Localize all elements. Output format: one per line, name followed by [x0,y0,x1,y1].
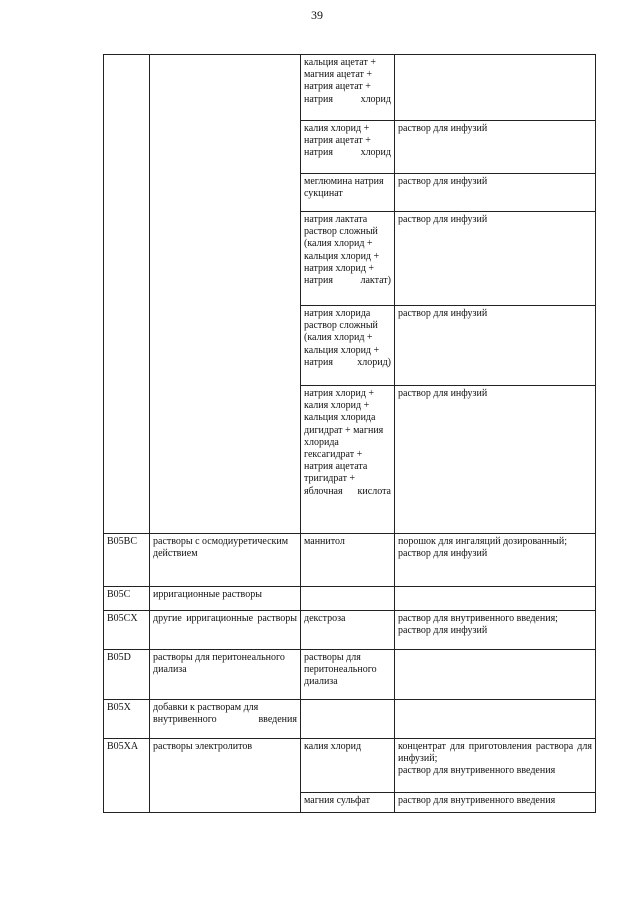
table-row [104,55,596,121]
dosage-form-cell: раствор для инфузий [395,306,596,386]
substance-cell: растворы для перитонеального диализа [301,650,395,700]
dosage-form-cell: раствор для инфузий [395,174,596,212]
table-row [104,700,596,739]
substance-cell [301,700,395,739]
page-number: 39 [311,8,323,22]
dosage-form-cell [395,650,596,700]
substance-cell: натрия лактата раствор сложный (калия хлорид + кальция хлорид + натрия хлорид + натрия лактат) [301,212,395,306]
atc-code-cell: B05CX [104,611,150,650]
substance-cell: кальция ацетат + магния ацетат + натрия ацетат + натрия хлорид [301,55,395,121]
dosage-form-cell: раствор для внутривенного введения; раствор для инфузий [395,611,596,650]
atc-group-cell [150,55,301,534]
substance-cell: магния сульфат [301,793,395,813]
dosage-form-cell: раствор для инфузий [395,121,596,174]
atc-group-cell: растворы электролитов [150,739,301,813]
table-row [104,534,596,587]
atc-group-cell: другие ирригационные растворы [150,611,301,650]
atc-group-cell: ирригационные растворы [150,587,301,611]
substance-cell: натрия хлорид + калия хлорид + кальция хлорида дигидрат + магния хлорида гексагидрат + натрия ацетата тригидрат + яблочная кислота [301,386,395,534]
substance-cell: меглюмина натрия сукцинат [301,174,395,212]
drug-table [103,54,596,813]
dosage-form-cell: раствор для инфузий [395,386,596,534]
table-row [104,587,596,611]
dosage-form-cell [395,587,596,611]
substance-cell: калия хлорид [301,739,395,793]
dosage-form-cell: раствор для внутривенного введения [395,793,596,813]
atc-group-cell: добавки к растворам для внутривенного введения [150,700,301,739]
atc-code-cell: B05C [104,587,150,611]
dosage-form-cell: концентрат для приготовления раствора для инфузий; раствор для внутривенного введения [395,739,596,793]
atc-code-cell: B05D [104,650,150,700]
table-row [104,611,596,650]
atc-group-cell: растворы для перитонеального диализа [150,650,301,700]
dosage-form-cell: порошок для ингаляций дозированный; раствор для инфузий [395,534,596,587]
dosage-form-cell [395,700,596,739]
substance-cell: натрия хлорида раствор сложный (калия хлорид + кальция хлорид + натрия хлорид) [301,306,395,386]
table-row [104,739,596,793]
dosage-form-cell [395,55,596,121]
atc-code-cell: B05X [104,700,150,739]
atc-group-cell: растворы с осмодиуретическим действием [150,534,301,587]
substance-cell [301,587,395,611]
substance-cell: калия хлорид + натрия ацетат + натрия хлорид [301,121,395,174]
table-row [104,650,596,700]
dosage-form-cell: раствор для инфузий [395,212,596,306]
atc-code-cell: B05BC [104,534,150,587]
substance-cell: декстроза [301,611,395,650]
atc-code-cell [104,55,150,534]
substance-cell: маннитол [301,534,395,587]
atc-code-cell: B05XA [104,739,150,813]
